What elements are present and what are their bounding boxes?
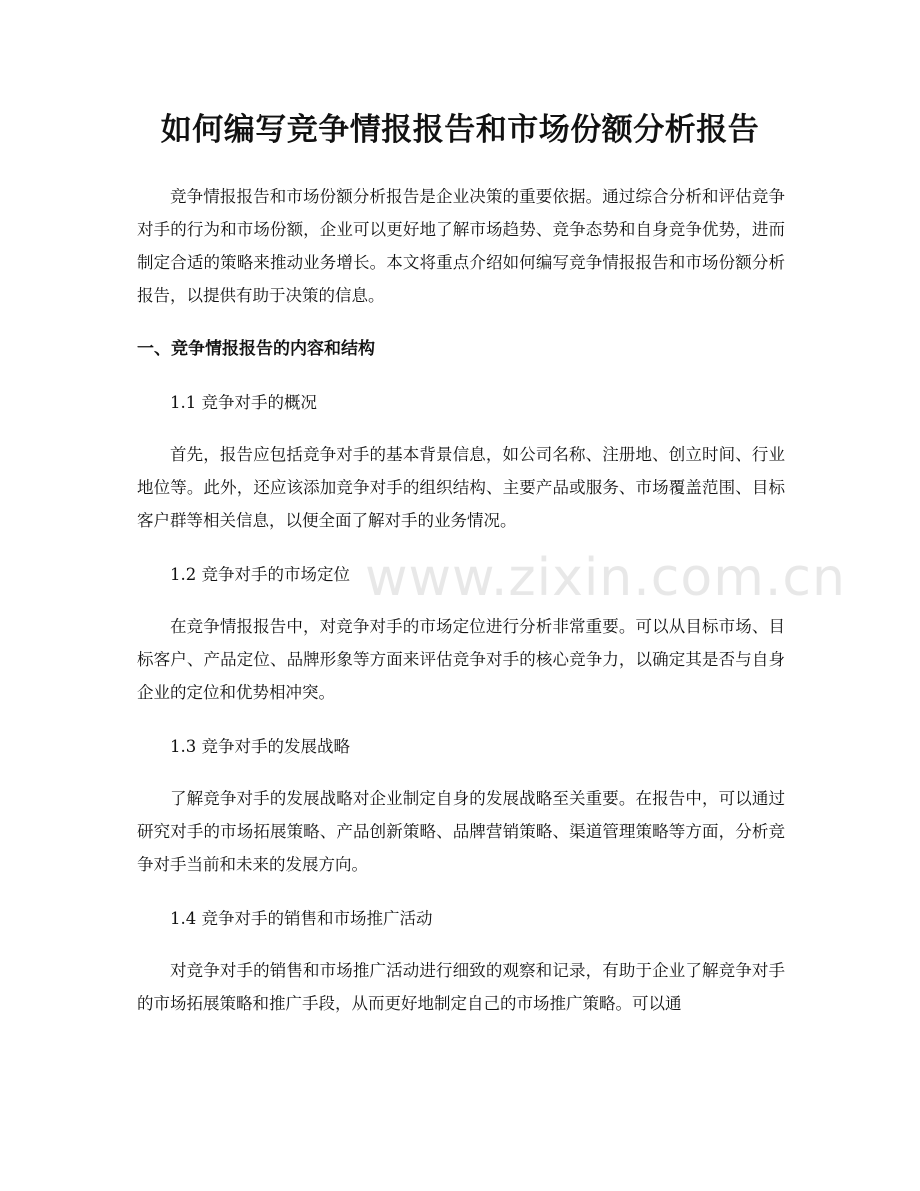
- subsection-paragraph: 首先，报告应包括竞争对手的基本背景信息，如公司名称、注册地、创立时间、行业地位等。此外，还应该添加竞争对手的组织结构、主要产品或服务、市场覆盖范围、目标客户群等相关信息，以便全面了解对手的业务情况。: [137, 445, 785, 530]
- document-body: [137, 180, 785, 1041]
- subsection-paragraph: 对竞争对手的销售和市场推广活动进行细致的观察和记录，有助于企业了解竞争对手的市场拓展策略和推广手段，从而更好地制定自己的市场推广策略。可以通: [137, 961, 785, 1013]
- subsection-heading: 1.3 竞争对手的发展战略: [170, 737, 350, 756]
- subsection-paragraph: 在竞争情报报告中，对竞争对手的市场定位进行分析非常重要。可以从目标市场、目标客户、产品定位、品牌形象等方面来评估竞争对手的核心竞争力，以确定其是否与自身企业的定位和优势相冲突。: [137, 617, 785, 702]
- intro-paragraph: 竞争情报报告和市场份额分析报告是企业决策的重要依据。通过综合分析和评估竞争对手的行为和市场份额，企业可以更好地了解市场趋势、竞争态势和自身竞争优势，进而制定合适的策略来推动业务增长。本文将重点介绍如何编写竞争情报报告和市场份额分析报告，以提供有助于决策的信息。: [137, 187, 785, 305]
- subsection-heading: 1.4 竞争对手的销售和市场推广活动: [170, 909, 433, 928]
- subsection-heading: 1.2 竞争对手的市场定位: [170, 565, 350, 584]
- subsection-paragraph: 了解竞争对手的发展战略对企业制定自身的发展战略至关重要。在报告中，可以通过研究对手的市场拓展策略、产品创新策略、品牌营销策略、渠道管理策略等方面，分析竞争对手当前和未来的发展方向。: [137, 789, 785, 874]
- subsection-heading: 1.1 竞争对手的概况: [170, 393, 317, 412]
- section-heading: 一、竞争情报报告的内容和结构: [137, 339, 375, 359]
- watermark-text: www.zixin.com.cn: [365, 548, 846, 608]
- page-title: 如何编写竞争情报报告和市场份额分析报告: [160, 112, 760, 148]
